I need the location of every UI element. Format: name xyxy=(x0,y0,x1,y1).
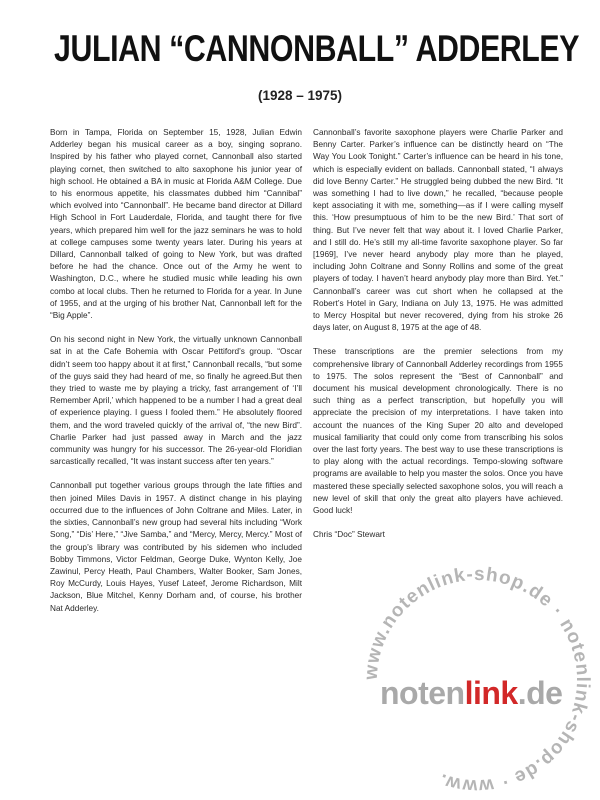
watermark-brand-part2: link xyxy=(464,675,518,711)
left-column xyxy=(50,127,302,627)
life-dates: (1928 – 1975) xyxy=(257,88,343,103)
bio-paragraph-4: Cannonball’s favorite saxophone players were Charlie Parker and Benny Carter. Parker’s influence can be distinctly heard on “The Way You Look Tonight.” Carter’s influence can be heard in his tone, which is especially evident on ballads. Cannonball stated, “I always did love Benny Carter.” He struggled being dubbed the new Bird. “It was something I had to live down,” he recalled, “because people kept associating it with me, something—as if I were calling myself this. ‘How presumptuous of him to be the new Bird.’ That sort of thing. But I’ve never felt that way about it. I loved Charlie Parker, and I still do. He’s still my all-time favorite saxophone player. So far [1969], I’ve never heard anybody play more than he played, including John Coltrane and Sonny Rollins and some of the great players of today. I haven’t heard anybody play more than Bird. Yet.” Cannonball’s career was cut short when he collapsed at the Robert’s Hotel in Gary, Indiana on July 13, 1975. He was admitted to Mercy Hospital but never recovered, dying from his stroke 26 days later, on August 8, 1975 at the age of 48. xyxy=(313,128,563,333)
page-title: JULIAN “CANNONBALL” ADDERLEY xyxy=(54,28,580,69)
bio-paragraph-2: On his second night in New York, the virtually unknown Cannonball sat in at the Cafe Bohemia with Oscar Pettiford’s group. “Oscar didn’t seem too happy about it at first,” Cannonball recalls, “but some of the guys said they had heard of me, so finally he agreed.But then they tried to waste me by playing a tricky, fast arrangement of ‘I’ll Remember April,’ which happened to be a number I had a great deal of experience playing. I guess I fooled them.” He absolutely floored them, and the word traveled quickly of the arrival of, “the new Bird”. Charlie Parker had just passed away in March and the jazz community was hungry for his successor. The 26-year-old Floridian sarcastically recalled, “It was instant success after ten years.” xyxy=(50,335,302,467)
right-column xyxy=(313,127,563,554)
watermark-brand-part3: .de xyxy=(517,675,563,711)
watermark-brand-part1: noten xyxy=(380,675,465,711)
bio-paragraph-1: Born in Tampa, Florida on September 15, 1928, Julian Edwin Adderley began his musical career as a boy, singing soprano. Inspired by his father who played cornet, Cannonball also started playing cornet, then switched to alto saxophone his junior year of high school. He obtained a BA in music at Florida A&M College. Due to his enormous appetite, his classmates dubbed him “Cannibal” which evolved into “Cannonball”. He became band director at Dillard High School in Fort Lauderdale, Florida, and taught there for five years, which prepared him well for the jazz seminars he was to hold at college campuses some twenty years later. During his years at Dillard, Cannonball talked of going to New York, but was drafted before he had the chance. Once out of the Army he went to Washington, D.C., where he studied music while leading his own combo at local clubs. Then he returned to Florida for a year. In June of 1955, and at the urging of his brother Nat, Cannonball left for the “Big Apple”. xyxy=(50,128,302,321)
intro-paragraph: These transcriptions are the premier selections from my comprehensive library of Cannonball Adderley recordings from 1955 to 1975. The solos represent the “Best of Cannonball” and document his musical development chronologically. There is no such thing as a perfect transcription, but hopefully you will appreciate the precision of my interpretations. I have taken into account the nuances of the King Super 20 alto and developed musical familiarity that could only come from transcribing his solos over the last forty years. The best way to use these transcriptions is to play along with the actual recordings. Tempo-slowing software programs are available to help you master the solos. Once you have mastered these specially selected saxophone solos, you will reach a new level of skill that only the great alto players have achieved. Good luck! xyxy=(313,347,563,516)
bio-paragraph-3: Cannonball put together various groups through the late fifties and then joined Miles Davis in 1957. A distinct change in his playing occurred due to the influences of John Coltrane and Miles. Later, in the sixties, Cannonball’s new group had several hits including “Work Song,” “Dis’ Here,” “Jive Samba,” and “Mercy, Mercy, Mercy.” Most of the group’s library was contributed by his sidemen who included Bobby Timmons, Victor Feldman, George Duke, Wynton Kelly, Joe Zawinul, Percy Heath, Paul Chambers, Walter Booker, Sam Jones, Roy McCurdy, Louis Hayes, Yusef Lateef, Jerome Richardson, Milt Jackson, Blue Mitchel, Kenny Dorham and, of course, his brother Nat Adderley. xyxy=(50,481,302,613)
watermark-ring-text: www.notenlink-shop.de · notenlink-shop.de · www. xyxy=(360,563,594,797)
author-signature: Chris “Doc” Stewart xyxy=(313,530,385,540)
watermark-brand xyxy=(380,675,562,712)
